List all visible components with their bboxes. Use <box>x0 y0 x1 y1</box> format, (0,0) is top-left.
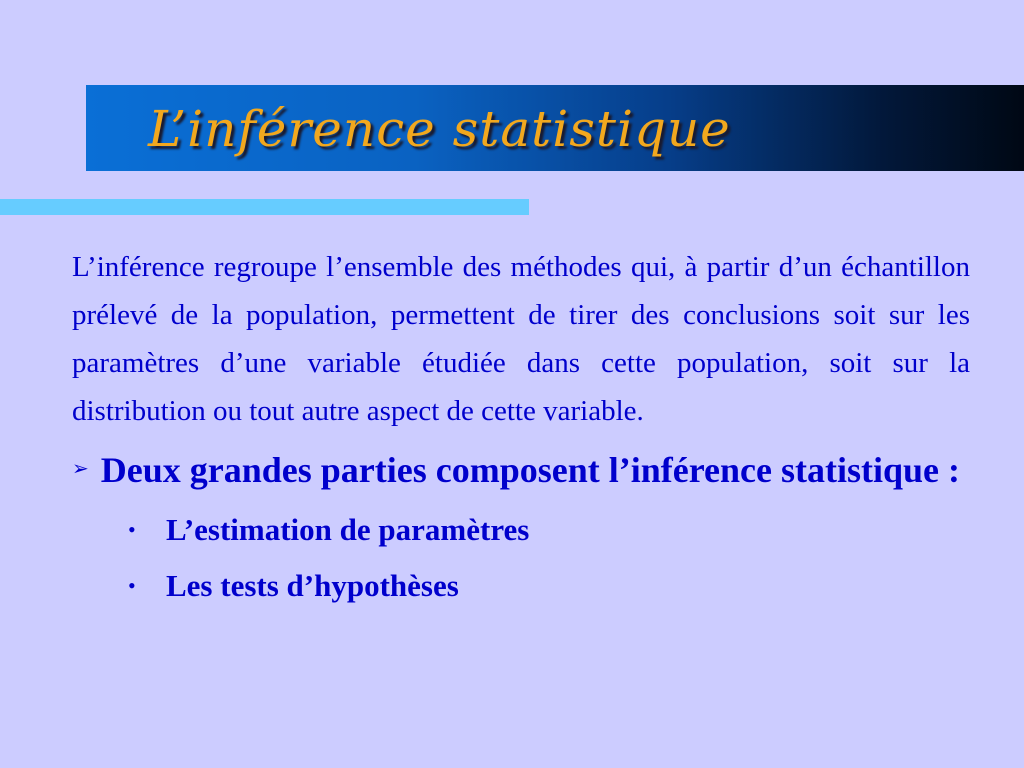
list-item-label: L’estimation de paramètres <box>166 512 530 547</box>
slide-title: L’inférence statistique <box>148 100 731 158</box>
bullet-list <box>72 502 970 614</box>
list-item <box>72 558 970 614</box>
slide-content <box>72 243 970 614</box>
dot-bullet-icon: • <box>128 573 136 598</box>
arrow-bullet-icon: ➢ <box>72 456 89 480</box>
list-item <box>72 502 970 558</box>
list-item-label: Les tests d’hypothèses <box>166 568 459 603</box>
dot-bullet-icon: • <box>128 517 136 542</box>
accent-bar <box>0 199 529 215</box>
section-heading-block <box>72 442 970 496</box>
intro-paragraph: L’inférence regroupe l’ensemble des méthodes qui, à partir d’un échantillon prélevé de la population, permettent de tirer des conclusions soit sur les paramètres d’une variable étudiée dans cette population, soit sur la distribution ou tout autre aspect de cette variable. <box>72 251 970 427</box>
section-heading: Deux grandes parties composent l’inférence statistique : <box>100 450 961 490</box>
